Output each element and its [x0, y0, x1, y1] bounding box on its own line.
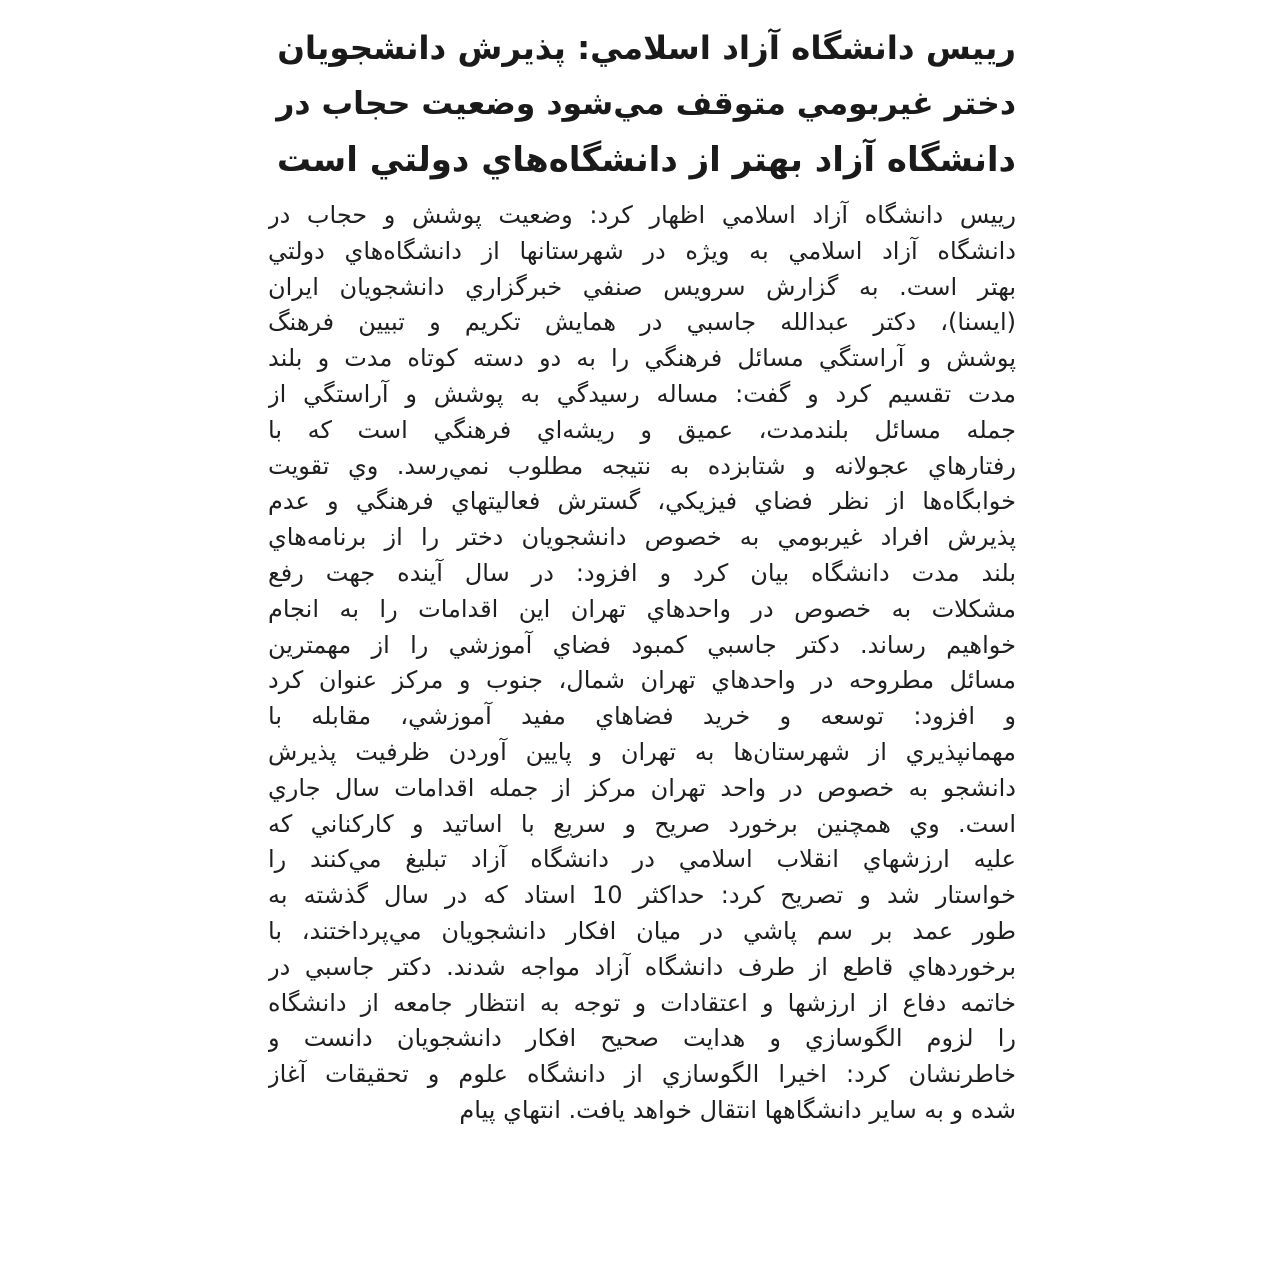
article-body — [268, 198, 1016, 1129]
body-line: رييس دانشگاه آزاد اسلامي اظهار كرد: وضعيت پوشش و حجاب در — [268, 201, 1016, 229]
body-line: مسائل مطروحه در واحدهاي تهران شمال، جنوب و مركز عنوان كرد — [268, 666, 1016, 695]
news-clipping — [268, 20, 1016, 1276]
body-line: بلند مدت دانشگاه بيان كرد و افزود: در سال آينده جهت رفع — [268, 558, 1016, 587]
body-line: خواهيم رساند. دكتر جاسبي كمبود فضاي آموزشي را از مهمترين — [268, 630, 1016, 659]
headline-line: دانشگاه آزاد بهتر از دانشگاه‌هاي دولتي است — [276, 140, 1016, 180]
body-line: را لزوم الگوسازي و هدايت صحيح افكار دانشجويان دانست و — [268, 1024, 1016, 1053]
headline-line: رييس دانشگاه آزاد اسلامي: پذيرش دانشجويان — [277, 29, 1016, 67]
body-line: خاطرنشان كرد: اخيرا الگوسازي از دانشگاه علوم و تحقيقات آغاز — [268, 1060, 1016, 1089]
body-line: است. وي همچنين برخورد صريح و سريع با اساتيد و كاركناني كه — [268, 809, 1016, 838]
body-line: خاتمه دفاع از ارزشها و اعتقادات و توجه به انتظار جامعه از دانشگاه — [268, 988, 1016, 1017]
headline-line: دختر غيربومي متوقف مي‌شود وضعيت حجاب در — [276, 86, 1016, 122]
body-line: خواستار شد و تصريح كرد: حداكثر 10 استاد كه در سال گذشته به — [268, 881, 1016, 910]
body-line: بهتر است. به گزارش سرويس صنفي خبرگزاري دانشجويان ايران — [268, 272, 1016, 301]
body-line: مهمانپذيري از شهرستان‌ها به تهران و پايين آوردن ظرفيت پذيرش — [268, 737, 1016, 766]
body-line: رفتارهاي عجولانه و شتابزده به نتيجه مطلوب نمي‌رسد. وي تقويت — [268, 451, 1016, 480]
body-line: (ايسنا)، دكتر عبدالله جاسبي در همايش تكريم و تبيين فرهنگ — [268, 308, 1016, 337]
body-line: پذيرش افراد غيربومي به خصوص دانشجويان دختر را از برنامه‌هاي — [268, 523, 1016, 552]
body-line: شده و به ساير دانشگاهها انتقال خواهد يافت. انتهاي پيام — [459, 1095, 1016, 1124]
body-line: برخوردهاي قاطع از طرف دانشگاه آزاد مواجه شدند. دكتر جاسبي در — [268, 952, 1016, 981]
body-line: خوابگاه‌ها از نظر فضاي فيزيكي، گسترش فعاليتهاي فرهنگي و عدم — [268, 487, 1016, 516]
body-line: جمله مسائل بلندمدت، عميق و ريشه‌اي فرهنگي است كه با — [268, 415, 1016, 444]
body-line: دانشگاه آزاد اسلامي به ويژه در شهرستانها از دانشگاه‌هاي دولتي — [268, 236, 1016, 265]
body-line: و افزود: توسعه و خريد فضاهاي مفيد آموزشي، مقابله با — [268, 702, 1016, 731]
headline — [268, 20, 1016, 188]
body-line: مشكلات به خصوص در واحدهاي تهران اين اقدامات را به انجام — [268, 594, 1016, 623]
body-line: دانشجو به خصوص در واحد تهران مركز از جمله اقدامات سال جاري — [268, 773, 1016, 802]
body-line: مدت تقسيم كرد و گفت: مساله رسيدگي به پوشش و آراستگي از — [268, 379, 1016, 408]
body-line: طور عمد بر سم پاشي در ميان افكار دانشجويان مي‌پرداختند، با — [268, 916, 1016, 945]
body-line: عليه ارزشهاي انقلاب اسلامي در دانشگاه آزاد تبليغ مي‌كنند را — [268, 845, 1016, 874]
body-line: پوشش و آراستگي مسائل فرهنگي را به دو دسته كوتاه مدت و بلند — [268, 344, 1016, 373]
